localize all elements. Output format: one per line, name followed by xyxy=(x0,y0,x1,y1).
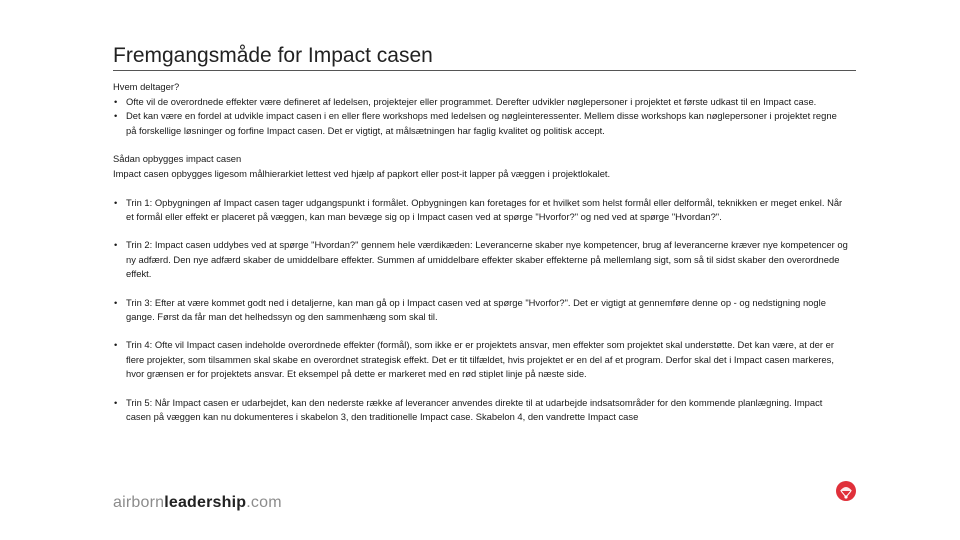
build-heading: Sådan opbygges impact casen xyxy=(113,153,242,165)
page-title: Fremgangsmåde for Impact casen xyxy=(113,44,433,67)
step-2: • Trin 2: Impact casen uddybes ved at spørge "Hvordan?" gennem hele værdikæden: Leverancerne skaber nye kompetencer, brug af leverancerne kræver nye kompetencer og ny adfærd. Den nye adfærd skaber de umiddelbare effekter. Summen af umiddelbare effekter skaber effekterne på mellemlang sigt, som så til sidst skaber den overordnede effekt. xyxy=(113,238,848,282)
logo-part-tld: .com xyxy=(246,494,282,511)
logo-part-leadership: leadership xyxy=(164,494,247,511)
title-divider xyxy=(113,70,856,71)
step-3: • Trin 3: Efter at være kommet godt ned i detaljerne, kan man gå op i Impact casen ved at spørge "Hvorfor?". Det er vigtigt at gennemføre denne op - og nedstigning nogle gange. Først da får man det helhedssyn og den sammenhæng som skal til. xyxy=(113,296,848,325)
who-bullet: • Det kan være en fordel at udvikle impact casen i en eller flere workshops med ledelsen og nøgleinteressenter. Mellem disse workshops kan nøglepersoner i projektet regne på forskellige løsninger og forfine Impact casen. Det er vigtigt, at målsætningen har faglig kvalitet og politisk accept. xyxy=(113,109,848,138)
parachute-badge-icon xyxy=(835,480,857,502)
company-logo xyxy=(113,494,282,512)
build-intro: Impact casen opbygges ligesom målhierarkiet lettest ved hjælp af papkort eller post-it lapper på væggen i projektlokalet. xyxy=(113,167,611,179)
step-5: • Trin 5: Når Impact casen er udarbejdet, kan den nederste række af leverancer anvendes direkte til at udarbejde indsatsområder for den kommende planlægning. Impact casen på væggen kan nu dokumenteres i skabelon 3, den traditionelle Impact case. Skabelon 4, den vandrette Impact case xyxy=(113,396,848,425)
body-text xyxy=(113,80,848,438)
who-bullet-list xyxy=(113,95,848,139)
step-1: • Trin 1: Opbygningen af Impact casen tager udgangspunkt i formålet. Opbygningen kan foretages for et hvilket som helst formål eller delformål, teknikken er meget enkel. Når et formål eller effekt er placeret på væggen, kan man bevæge sig op i Impact casen ved at spørge "Hvorfor?" og ned ved at spørge "Hvordan?". xyxy=(113,196,848,225)
step-4: • Trin 4: Ofte vil Impact casen indeholde overordnede effekter (formål), som ikke er er projektets ansvar, men effekter som projektet skal understøtte. Det kan være, at der er flere projekter, som tilsammen skal skabe en overordnet strategisk effekt. Det er tit tilfældet, hvis projektet er en del af et program. Derfor skal det i Impact casen markeres, hvor grænsen er for projektets ansvar. Et eksempel på dette er markeret med en rød stiplet linje på næste side. xyxy=(113,338,848,382)
steps-list xyxy=(113,196,848,425)
logo-part-airborn: airborn xyxy=(113,494,165,511)
who-heading: Hvem deltager? xyxy=(113,81,180,92)
who-bullet: • Ofte vil de overordnede effekter være defineret af ledelsen, projektejer eller programmet. Derefter udvikler nøglepersoner i projektet et første udkast til en Impact case. xyxy=(113,95,848,110)
